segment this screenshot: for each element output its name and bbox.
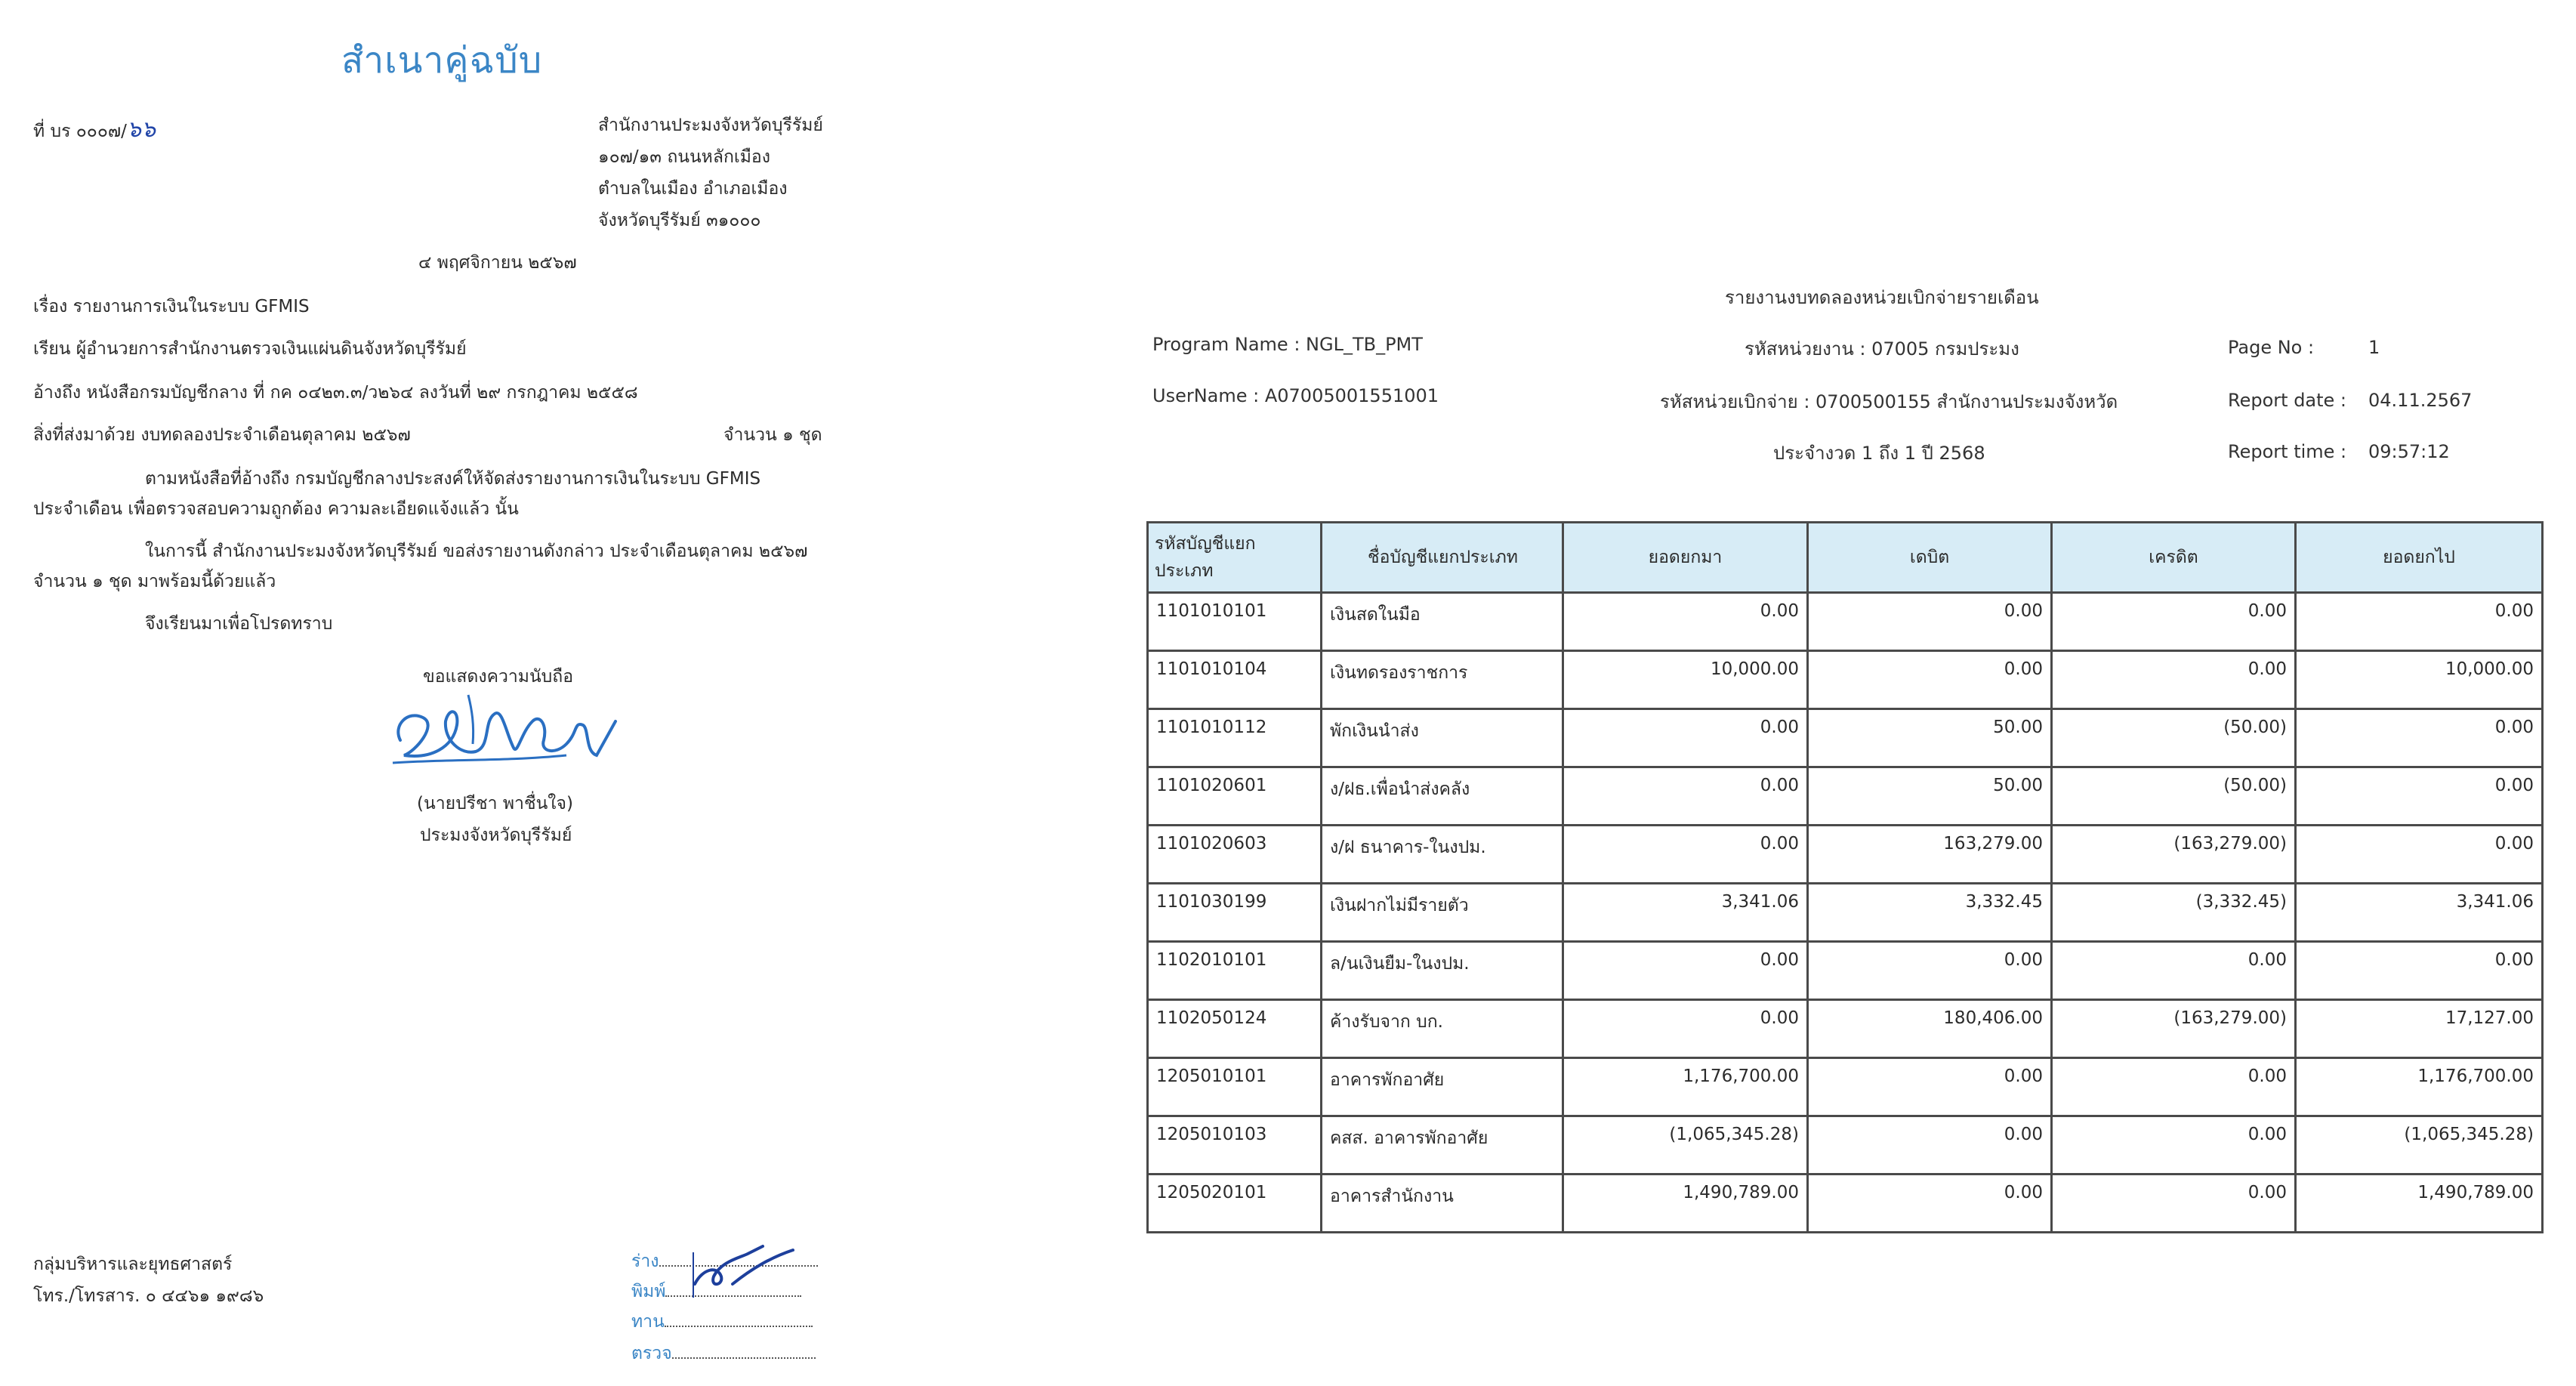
- closing-salutation: ขอแสดงความนับถือ: [423, 667, 574, 687]
- cell-credit: (3,332.45): [2052, 884, 2296, 942]
- paragraph-1-line-2: ประจำเดือน เพื่อตรวจสอบความถูกต้อง ความละเอียดแจ้งแล้ว นั้น: [33, 499, 519, 519]
- table-row: [1148, 593, 2543, 651]
- table-row: [1148, 1116, 2543, 1175]
- cell-carried-forward: 0.00: [2296, 942, 2543, 1000]
- cell-account-code: 1101020601: [1148, 767, 1322, 826]
- header-account-code: รหัสบัญชีแยกประเภท: [1148, 523, 1322, 593]
- cell-credit: (163,279.00): [2052, 1000, 2296, 1058]
- cell-brought-forward: 0.00: [1563, 1000, 1808, 1058]
- report-date-value: 04.11.2567: [2368, 390, 2473, 411]
- cell-brought-forward: 10,000.00: [1563, 651, 1808, 709]
- report-time-label: Report time :: [2228, 441, 2347, 462]
- paragraph-2-line-2: จำนวน ๑ ชุด มาพร้อมนี้ด้วยแล้ว: [33, 572, 276, 591]
- table-header-row: [1148, 523, 2543, 593]
- cell-carried-forward: 0.00: [2296, 767, 2543, 826]
- page-no-label: Page No :: [2228, 337, 2315, 358]
- cell-account-code: 1101020603: [1148, 826, 1322, 884]
- letter-date: ๔ พฤศจิกายน ๒๕๖๗: [418, 253, 577, 273]
- cell-debit: 50.00: [1808, 709, 2052, 767]
- program-name: Program Name : NGL_TB_PMT: [1152, 334, 1423, 355]
- sender-address-line-1: สำนักงานประมงจังหวัดบุรีรัมย์: [598, 116, 823, 135]
- cell-brought-forward: 0.00: [1563, 709, 1808, 767]
- cell-carried-forward: 17,127.00: [2296, 1000, 2543, 1058]
- cell-account-code: 1205010101: [1148, 1058, 1322, 1116]
- cell-debit: 180,406.00: [1808, 1000, 2052, 1058]
- cell-credit: 0.00: [2052, 942, 2296, 1000]
- header-carried-forward: ยอดยกไป: [2296, 523, 2543, 593]
- cell-credit: 0.00: [2052, 593, 2296, 651]
- letter-enclosure: สิ่งที่ส่งมาด้วย งบทดลองประจำเดือนตุลาคม ๒๕๖๗: [33, 425, 411, 445]
- reference-number: [33, 112, 156, 147]
- disbursement-unit: รหัสหน่วยเบิกจ่าย : 0700500155 สำนักงานประมงจังหวัด: [1660, 391, 2118, 412]
- cell-brought-forward: 1,490,789.00: [1563, 1175, 1808, 1233]
- cell-debit: 0.00: [1808, 1116, 2052, 1175]
- cell-carried-forward: 0.00: [2296, 709, 2543, 767]
- cell-account-name: ง/ฝธ.เพื่อนำส่งคลัง: [1322, 767, 1563, 826]
- report-date-label: Report date :: [2228, 390, 2347, 411]
- cell-carried-forward: 3,341.06: [2296, 884, 2543, 942]
- cell-brought-forward: 0.00: [1563, 593, 1808, 651]
- cell-debit: 0.00: [1808, 1175, 2052, 1233]
- header-credit: เครดิต: [2052, 523, 2296, 593]
- paragraph-1-line-1: ตามหนังสือที่อ้างถึง กรมบัญชีกลางประสงค์ให้จัดส่งรายงานการเงินในระบบ GFMIS: [145, 469, 761, 489]
- table-row: [1148, 651, 2543, 709]
- cell-account-name: เงินสดในมือ: [1322, 593, 1563, 651]
- table-row: [1148, 1175, 2543, 1233]
- cell-account-code: 1102010101: [1148, 942, 1322, 1000]
- cell-account-code: 1101010112: [1148, 709, 1322, 767]
- department-name: กลุ่มบริหารและยุทธศาสตร์: [33, 1255, 233, 1274]
- cell-account-name: อาคารสำนักงาน: [1322, 1175, 1563, 1233]
- header-account-name: ชื่อบัญชีแยกประเภท: [1322, 523, 1563, 593]
- cell-debit: 0.00: [1808, 1058, 2052, 1116]
- cell-credit: 0.00: [2052, 1058, 2296, 1116]
- cell-account-name: คสส. อาคารพักอาศัย: [1322, 1116, 1563, 1175]
- cell-brought-forward: 1,176,700.00: [1563, 1058, 1808, 1116]
- letter-reference: อ้างถึง หนังสือกรมบัญชีกลาง ที่ กค ๐๔๒๓.๓/ว๒๖๔ ลงวันที่ ๒๙ กรกฎาคม ๒๕๕๘: [33, 383, 638, 403]
- cell-credit: (50.00): [2052, 709, 2296, 767]
- report-title: รายงานงบทดลองหน่วยเบิกจ่ายรายเดือน: [1725, 287, 2039, 308]
- cell-account-name: ล/นเงินยืม-ในงปม.: [1322, 942, 1563, 1000]
- cell-debit: 0.00: [1808, 942, 2052, 1000]
- cell-account-name: เงินฝากไม่มีรายตัว: [1322, 884, 1563, 942]
- check-label: ตรวจ: [631, 1344, 672, 1363]
- sender-address-line-3: ตำบลในเมือง อำเภอเมือง: [598, 179, 788, 199]
- table-row: [1148, 709, 2543, 767]
- table-row: [1148, 942, 2543, 1000]
- sender-address-line-4: จังหวัดบุรีรัมย์ ๓๑๐๐๐: [598, 211, 761, 230]
- cell-debit: 0.00: [1808, 651, 2052, 709]
- table-row: [1148, 767, 2543, 826]
- signer-title: ประมงจังหวัดบุรีรัมย์: [420, 826, 572, 845]
- cell-brought-forward: 0.00: [1563, 942, 1808, 1000]
- reference-prefix: ที่ บร ๐๐๐๗/: [33, 122, 127, 141]
- user-name: UserName : A07005001551001: [1152, 385, 1439, 406]
- enclosure-quantity: จำนวน ๑ ชุด: [723, 425, 822, 445]
- cell-account-code: 1102050124: [1148, 1000, 1322, 1058]
- cell-carried-forward: (1,065,345.28): [2296, 1116, 2543, 1175]
- cell-account-name: เงินทดรองราชการ: [1322, 651, 1563, 709]
- table-row: [1148, 1058, 2543, 1116]
- report-time-value: 09:57:12: [2368, 441, 2450, 462]
- review-label: ทาน: [631, 1312, 665, 1332]
- trial-balance-table: [1146, 521, 2544, 1233]
- cell-account-name: ค้างรับจาก บก.: [1322, 1000, 1563, 1058]
- page-no-value: 1: [2368, 337, 2380, 358]
- cell-account-code: 1205010103: [1148, 1116, 1322, 1175]
- cell-credit: 0.00: [2052, 1116, 2296, 1175]
- report-period: ประจำงวด 1 ถึง 1 ปี 2568: [1773, 443, 1985, 464]
- print-label: พิมพ์: [631, 1282, 666, 1301]
- cell-account-code: 1101030199: [1148, 884, 1322, 942]
- table-row: [1148, 884, 2543, 942]
- agency-code: รหัสหน่วยงาน : 07005 กรมประมง: [1745, 338, 2019, 360]
- cell-brought-forward: 0.00: [1563, 767, 1808, 826]
- header-debit: เดบิต: [1808, 523, 2052, 593]
- paragraph-3: จึงเรียนมาเพื่อโปรดทราบ: [145, 614, 333, 634]
- letter-subject: เรื่อง รายงานการเงินในระบบ GFMIS: [33, 297, 310, 316]
- cell-carried-forward: 1,176,700.00: [2296, 1058, 2543, 1116]
- cell-brought-forward: (1,065,345.28): [1563, 1116, 1808, 1175]
- check-line: [631, 1340, 816, 1367]
- copy-stamp: สำเนาคู่ฉบับ: [341, 39, 543, 82]
- cell-credit: 0.00: [2052, 1175, 2296, 1233]
- cell-account-name: อาคารพักอาศัย: [1322, 1058, 1563, 1116]
- cell-account-name: พักเงินนำส่ง: [1322, 709, 1563, 767]
- review-line: [631, 1308, 813, 1335]
- cell-credit: (163,279.00): [2052, 826, 2296, 884]
- initials-icon: [680, 1239, 816, 1299]
- cell-account-code: 1101010104: [1148, 651, 1322, 709]
- table-row: [1148, 1000, 2543, 1058]
- cell-brought-forward: 3,341.06: [1563, 884, 1808, 942]
- cell-account-code: 1101010101: [1148, 593, 1322, 651]
- cell-credit: (50.00): [2052, 767, 2296, 826]
- signer-name: (นายปรีชา พาชื่นใจ): [417, 794, 573, 813]
- cell-account-code: 1205020101: [1148, 1175, 1322, 1233]
- cell-credit: 0.00: [2052, 651, 2296, 709]
- draft-label: ร่าง: [631, 1252, 659, 1271]
- reference-handwritten-number: ๖๖: [126, 116, 156, 143]
- cell-carried-forward: 1,490,789.00: [2296, 1175, 2543, 1233]
- cell-account-name: ง/ฝ ธนาคาร-ในงปม.: [1322, 826, 1563, 884]
- cell-debit: 0.00: [1808, 593, 2052, 651]
- cell-carried-forward: 0.00: [2296, 826, 2543, 884]
- cell-debit: 3,332.45: [1808, 884, 2052, 942]
- cell-debit: 163,279.00: [1808, 826, 2052, 884]
- sender-address-line-2: ๑๐๗/๑๓ ถนนหลักเมือง: [598, 147, 770, 167]
- letter-recipient: เรียน ผู้อำนวยการสำนักงานตรวจเงินแผ่นดินจังหวัดบุรีรัมย์: [33, 339, 467, 359]
- department-phone: โทร./โทรสาร. ๐ ๔๔๖๑ ๑๙๘๖: [33, 1286, 264, 1306]
- cell-brought-forward: 0.00: [1563, 826, 1808, 884]
- cell-carried-forward: 10,000.00: [2296, 651, 2543, 709]
- signature-icon: [385, 680, 627, 778]
- trial-balance-table-wrapper: [1146, 521, 2541, 1233]
- header-brought-forward: ยอดยกมา: [1563, 523, 1808, 593]
- paragraph-2-line-1: ในการนี้ สำนักงานประมงจังหวัดบุรีรัมย์ ขอส่งรายงานดังกล่าว ประจำเดือนตุลาคม ๒๕๖๗: [145, 542, 808, 561]
- cell-debit: 50.00: [1808, 767, 2052, 826]
- cell-carried-forward: 0.00: [2296, 593, 2543, 651]
- table-row: [1148, 826, 2543, 884]
